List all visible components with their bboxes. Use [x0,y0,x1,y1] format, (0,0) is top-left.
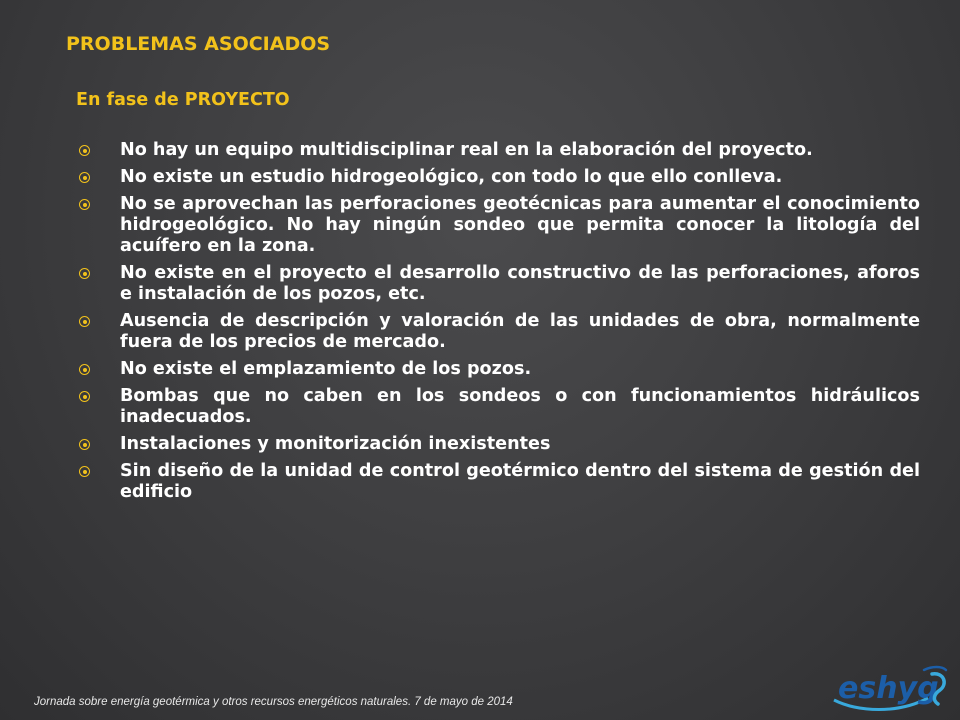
circle-bullet-icon [79,268,90,279]
bullet-text: No hay un equipo multidisciplinar real en la elaboración del proyecto. [120,140,813,160]
circle-bullet-icon [79,439,90,450]
logo-text: eshyg [838,671,939,706]
bullet-text: Instalaciones y monitorización inexistentes [120,434,551,454]
circle-bullet-icon [79,466,90,477]
bullet-item [76,167,920,188]
bullet-text: No existe el emplazamiento de los pozos. [120,359,532,379]
bullet-item [76,194,920,257]
slide-title: PROBLEMAS ASOCIADOS [66,33,331,55]
bullet-text: Ausencia de descripción y valoración de las unidades de obra, normalmente fuera de los precios de mercado. [120,311,920,352]
circle-bullet-icon [79,316,90,327]
footer-text: Jornada sobre energía geotérmica y otros recursos energéticos naturales. 7 de mayo de 2014 [34,696,513,708]
circle-bullet-icon [79,391,90,402]
logo-mark-accent [924,667,946,670]
circle-bullet-icon [79,199,90,210]
circle-bullet-icon [79,145,90,156]
bullet-item [76,263,920,305]
bullet-list [76,140,920,509]
bullet-text: No existe un estudio hidrogeológico, con todo lo que ello conlleva. [120,167,783,187]
bullet-item [76,140,920,161]
bullet-text: Bombas que no caben en los sondeos o con funcionamientos hidráulicos inadecuados. [120,386,920,427]
bullet-text: Sin diseño de la unidad de control geotérmico dentro del sistema de gestión del edificio [120,461,920,502]
eshyg-logo [828,660,952,716]
circle-bullet-icon [79,172,90,183]
bullet-item [76,461,920,503]
bullet-item [76,434,920,455]
bullet-item [76,386,920,428]
section-subtitle: En fase de PROYECTO [76,90,290,110]
bullet-item [76,359,920,380]
bullet-item [76,311,920,353]
bullet-text: No existe en el proyecto el desarrollo constructivo de las perforaciones, aforos e instalación de los pozos, etc. [120,263,920,304]
bullet-text: No se aprovechan las perforaciones geotécnicas para aumentar el conocimiento hidrogeológico. No hay ningún sondeo que permita conocer la litología del acuífero en la zona. [120,194,920,256]
circle-bullet-icon [79,364,90,375]
